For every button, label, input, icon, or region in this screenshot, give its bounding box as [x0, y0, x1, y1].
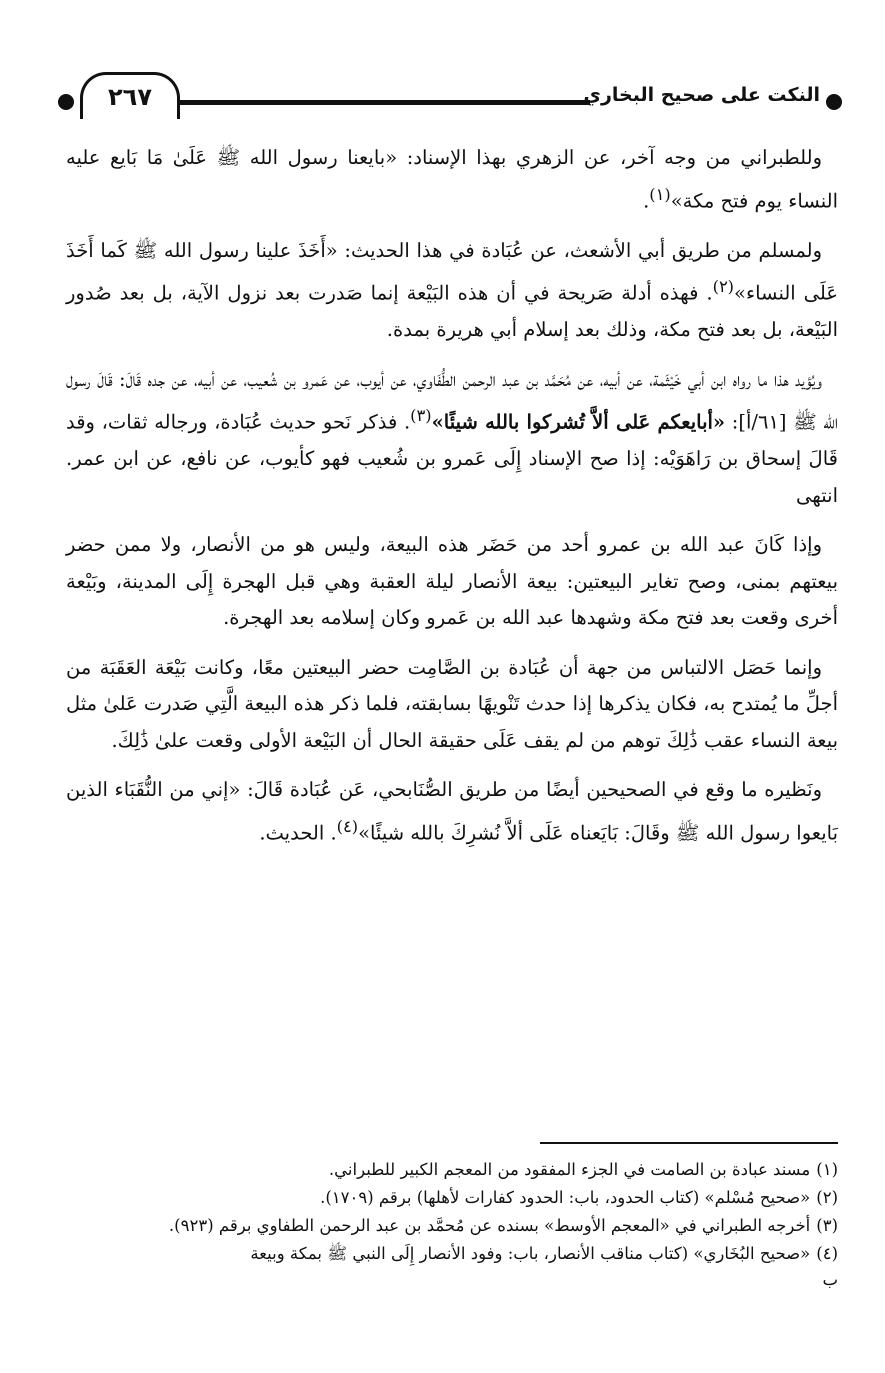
page-number: ٢٦٧	[80, 72, 180, 119]
footnote-ref-4[interactable]: (٤)	[336, 816, 359, 836]
paragraph-5: وإنما حَصَل الالتباس من جهة أن عُبَادة بن الصَّامِت حضر البيعتين معًا، وكانت بَيْعَة العَقَبَة من أجلِّ ما يُمتدح به، فكان يذكرها إذا حدث تَنْويهًا بسابقته، فلما ذكر هذه البيعة الَّتِي صَدرت عَلىٰ مثل بيعة النساء عقب ذَٰلِكَ توهم من لم يقف عَلَى حقيقة الحال أن البَيْعة الأولى وقعت علىٰ ذَٰلِكَ.	[66, 655, 838, 752]
book-title: النكت على صحيح البخاري	[583, 84, 820, 106]
footnote-2: (٢)«صحيح مُسْلم» (كتاب الحدود، باب: الحدود كفارات لأهلها) برقم (١٧٠٩).	[320, 1188, 838, 1207]
footnote-ref-2[interactable]: (٢)	[712, 277, 735, 296]
footnotes	[66, 1156, 838, 1292]
paragraph-4: وإذا كَانَ عبد الله بن عمرو أحد من حَضَر هذه البيعة، وليس هو من الأنصار، ولا ممن حضر بيعتهم بمنى، وصح تغاير البيعتين: بيعة الأنصار ليلة العقبة وهي قبل الهجرة إِلَى المدينة، وبَيْعة أخرى وقعت بعد فتح مكة وشهدها عبد الله بن عَمرو وكان إسلامه بعد الهجرة.	[66, 533, 838, 629]
paragraph-6: ونَظيره ما وقع في الصحيحين أيضًا من طريق الصُّنَابحي، عَن عُبَادة قَالَ: «إني من النُّقَبَاء الذين بَايعوا رسول الله ﷺ وقَالَ: بَايَعناه عَلَى ألاَّ نُشرِكَ بالله شيئًا»$^{(٤)}$. الحديث.	[66, 778, 838, 844]
footnote-1: (١)مسند عبادة بن الصامت في الجزء المفقود من المعجم الكبير للطبراني.	[328, 1160, 838, 1179]
paragraph-3: ويُؤيد هذا ما رواه ابن أبي خَيْثَمة، عن أبيه، عن مُحَمَّد بن عبد الرحمن الطُّفَاوي، عن أيوب، عن عَمرو بن شُعيب، عن أبيه، عن جده قَالَ: قَالَ رسول الله ﷺ [٦١/أ]: «أبايعكم عَلى ألاَّ تُشركوا بالله شيئًا»$^{(٣)}$. فذكر نَحو حديث عُبَادة، ورجاله ثقات، وقد قَالَ إسحاق بن رَاهَوَيْه: إذا صح الإسناد إِلَى عَمرو بن شُعيب فهو كأيوب، عن نافع، عن ابن عمر. انتهى	[66, 367, 838, 507]
paragraph-1: وللطبراني من وجه آخر، عن الزهري بهذا الإسناد: «بايعنا رسول الله ﷺ عَلَىٰ مَا بَايع عليه النساء يوم فتح مكة»$^{(١)}$.	[66, 146, 838, 212]
footnote-separator	[540, 1142, 838, 1144]
main-text	[66, 140, 838, 865]
header-dot-right	[826, 94, 842, 110]
hadith-quote-bold: «أبايعكم عَلى ألاَّ تُشركوا بالله شيئًا»	[431, 410, 726, 434]
header-dot-left	[58, 94, 74, 110]
paragraph-2: ولمسلم من طريق أبي الأشعث، عن عُبَادة في هذا الحديث: «أَخَذَ علينا رسول الله ﷺ كَما أَخَذَ عَلَى النساء»$^{(٢)}$. فهذه أدلة صَريحة في أن هذه البَيْعة إنما صَدرت بعد نزول الآية، بل بعد صُدور البَيْعة، بل بعد فتح مكة، وذلك بعد إسلام أبي هريرة بمدة.	[66, 238, 838, 341]
footnote-ref-1[interactable]: (١)	[649, 184, 671, 204]
page-header	[58, 66, 842, 136]
footnote-3: (٣)أخرجه الطبراني في «المعجم الأوسط» بسنده عن مُحمَّد بن عبد الرحمن الطفاوي برقم (٩٢٣).	[168, 1216, 838, 1235]
footnote-continuation: ب	[822, 1270, 838, 1289]
header-rule	[168, 100, 590, 105]
footnote-4: (٤)«صحيح البُخَاري» (كتاب مناقب الأنصار، باب: وفود الأنصار إِلَى النبي ﷺ بمكة وبيعة	[250, 1244, 838, 1263]
footnote-ref-3[interactable]: (٣)	[410, 406, 432, 425]
